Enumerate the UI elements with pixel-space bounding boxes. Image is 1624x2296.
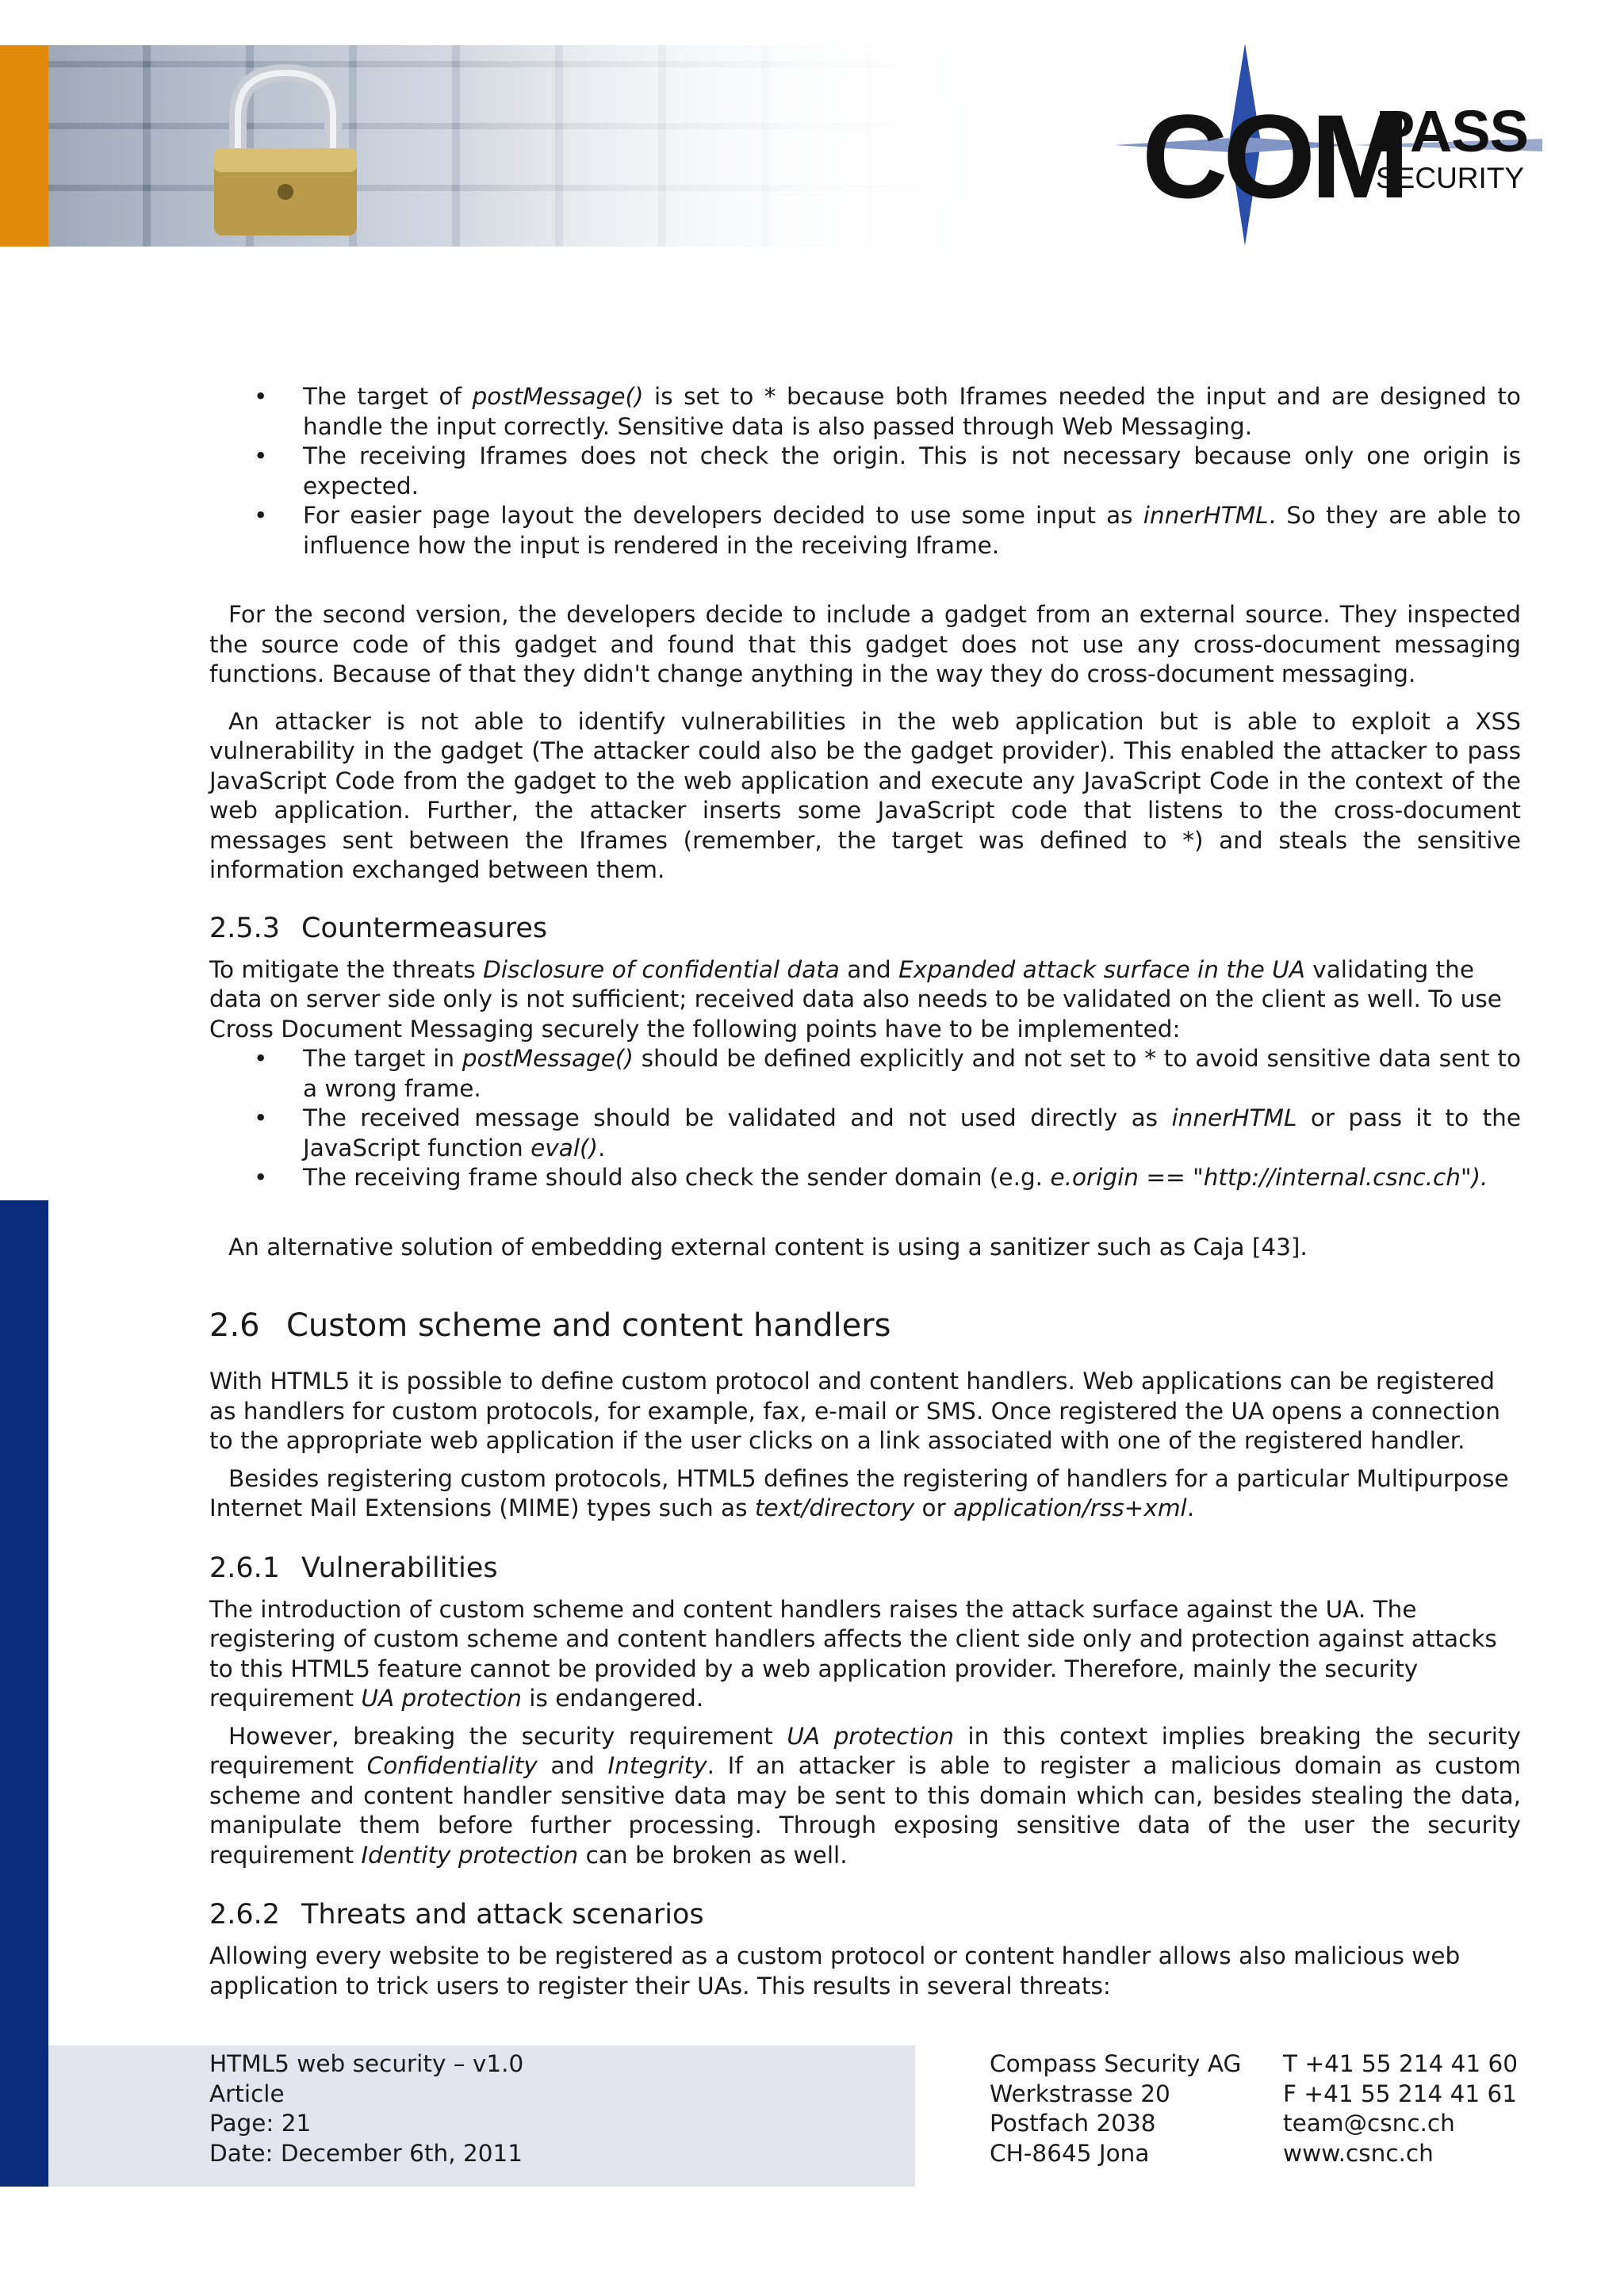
banner-fade [0,45,1031,247]
footer-company-address [990,2049,1241,2168]
footer-contact [1283,2049,1518,2168]
footer-city: CH-8645 Jona [990,2139,1150,2167]
footer-phone: T +41 55 214 41 60 [1283,2050,1519,2077]
paragraph-ua-protection: However, breaking the security requirement UA protection in this context implies breaking the security requirement Confidentiality and Integrity. If an attacker is able to register a malicious domain as custom scheme and content handler sensitive data may be sent to this domain which can, besides stealing the data, manipulate them before further processing. Through exposing sensitive data of the user the security requirement Identity protection can be broken as well. [209,1722,1522,1869]
paragraph-alternative: An alternative solution of embedding external content is using a sanitizer such as Caja [43]. [228,1233,1308,1261]
countermeasure-bullet-list [209,1044,1521,1193]
footer-doc-type: Article [209,2080,285,2107]
footer-street: Werkstrasse 20 [990,2080,1170,2107]
section-heading-2-6-2: 2.6.2 Threats and attack scenarios [209,1899,704,1931]
logo-co: COM [1142,90,1405,223]
logo-pass: PASS [1376,98,1529,164]
logo-security: SECURITY [1376,162,1525,194]
paragraph-mime-handlers: Besides registering custom protocols, HTML5 defines the registering of handlers for a particular Multipurpose Internet Mail Extensions (MIME) types such as text/directory or application/rss+xml. [209,1464,1509,1521]
list-item: • For easier page layout the developers decided to use some input as innerHTML. So they are able to influence how the input is rendered in the receiving Iframe. [303,501,1521,561]
section-heading-2-6: 2.6 Custom scheme and content handlers [209,1307,891,1344]
page-content [209,382,1521,2001]
header-banner [0,45,1031,247]
section-heading-2-5-3: 2.5.3 Countermeasures [209,912,548,944]
list-item: • The receiving frame should also check the sender domain (e.g. e.origin == "http://internal.csnc.ch"). [303,1163,1521,1193]
paragraph-attacker: An attacker is not able to identify vulnerabilities in the web application but is able to exploit a XSS vulnerability in the gadget (The attacker could also be the gadget provider). This enabled the attacker to pass JavaScript Code from the gadget to the web application and execute any JavaScript Code in the context of the web application. Further, the attacker inserts some JavaScript code that listens to the cross-document messages sent between the Iframes (remember, the target was defined to *) and steals the sensitive information exchanged between them. [209,707,1521,883]
orange-strip [0,45,48,247]
paragraph-countermeasures: To mitigate the threats Disclosure of confidential data and Expanded attack surface in the UA validating the data on server side only is not sufficient; received data also needs to be validated on the client as well. To use Cross Document Messaging securely the following points have to be implemented: [209,955,1502,1043]
footer-email[interactable]: team@csnc.ch [1283,2110,1455,2137]
paragraph-vulnerabilities: The introduction of custom scheme and content handlers raises the attack surface against the UA. The registering of custom scheme and content handlers affects the client side only and protection against attacks to this HTML5 feature cannot be provided by a web application provider. Therefore, mainly the security requirement UA protection is endangered. [209,1595,1497,1712]
footer-company: Compass Security AG [990,2050,1242,2077]
footer-doc-title: HTML5 web security – v1.0 [209,2050,524,2077]
footer-website[interactable]: www.csnc.ch [1283,2139,1434,2167]
list-item: • The received message should be validated and not used directly as innerHTML or pass it to the JavaScript function eval(). [303,1104,1521,1163]
footer-page-number: Page: 21 [209,2110,312,2137]
footer-document-info [209,2049,523,2168]
footer-date: Date: December 6th, 2011 [209,2139,523,2167]
list-item: • The target of postMessage() is set to * because both Iframes needed the input and are designed to handle the input correctly. Sensitive data is also passed through Web Messaging. [303,382,1521,442]
side-bar [0,1200,48,2187]
footer-fax: F +41 55 214 41 61 [1283,2080,1518,2107]
list-item: • The target in postMessage() should be defined explicitly and not set to * to avoid sensitive data sent to a wrong frame. [303,1044,1521,1104]
paragraph-threats: Allowing every website to be registered as a custom protocol or content handler allows also malicious web application to trick users to register their UAs. This results in several threats: [209,1942,1461,1999]
footer-postbox: Postfach 2038 [990,2110,1156,2137]
intro-bullet-list [209,382,1521,561]
paragraph-second-version: For the second version, the developers decide to include a gadget from an external source. They inspected the source code of this gadget and found that this gadget does not use any cross-document messaging functions. Because of that they didn't change anything in the way they do cross-document messaging. [209,601,1521,687]
list-item: • The receiving Iframes does not check the origin. This is not necessary because only one origin is expected. [303,442,1521,501]
paragraph-custom-handlers: With HTML5 it is possible to define custom protocol and content handlers. Web applications can be registered as handlers for custom protocols, for example, fax, e-mail or SMS. Once registered the UA opens a connection to the appropriate web application if the user clicks on a link associated with one of the registered handler. [209,1368,1500,1454]
section-heading-2-6-1: 2.6.1 Vulnerabilities [209,1552,498,1584]
compass-security-logo [1114,44,1542,250]
